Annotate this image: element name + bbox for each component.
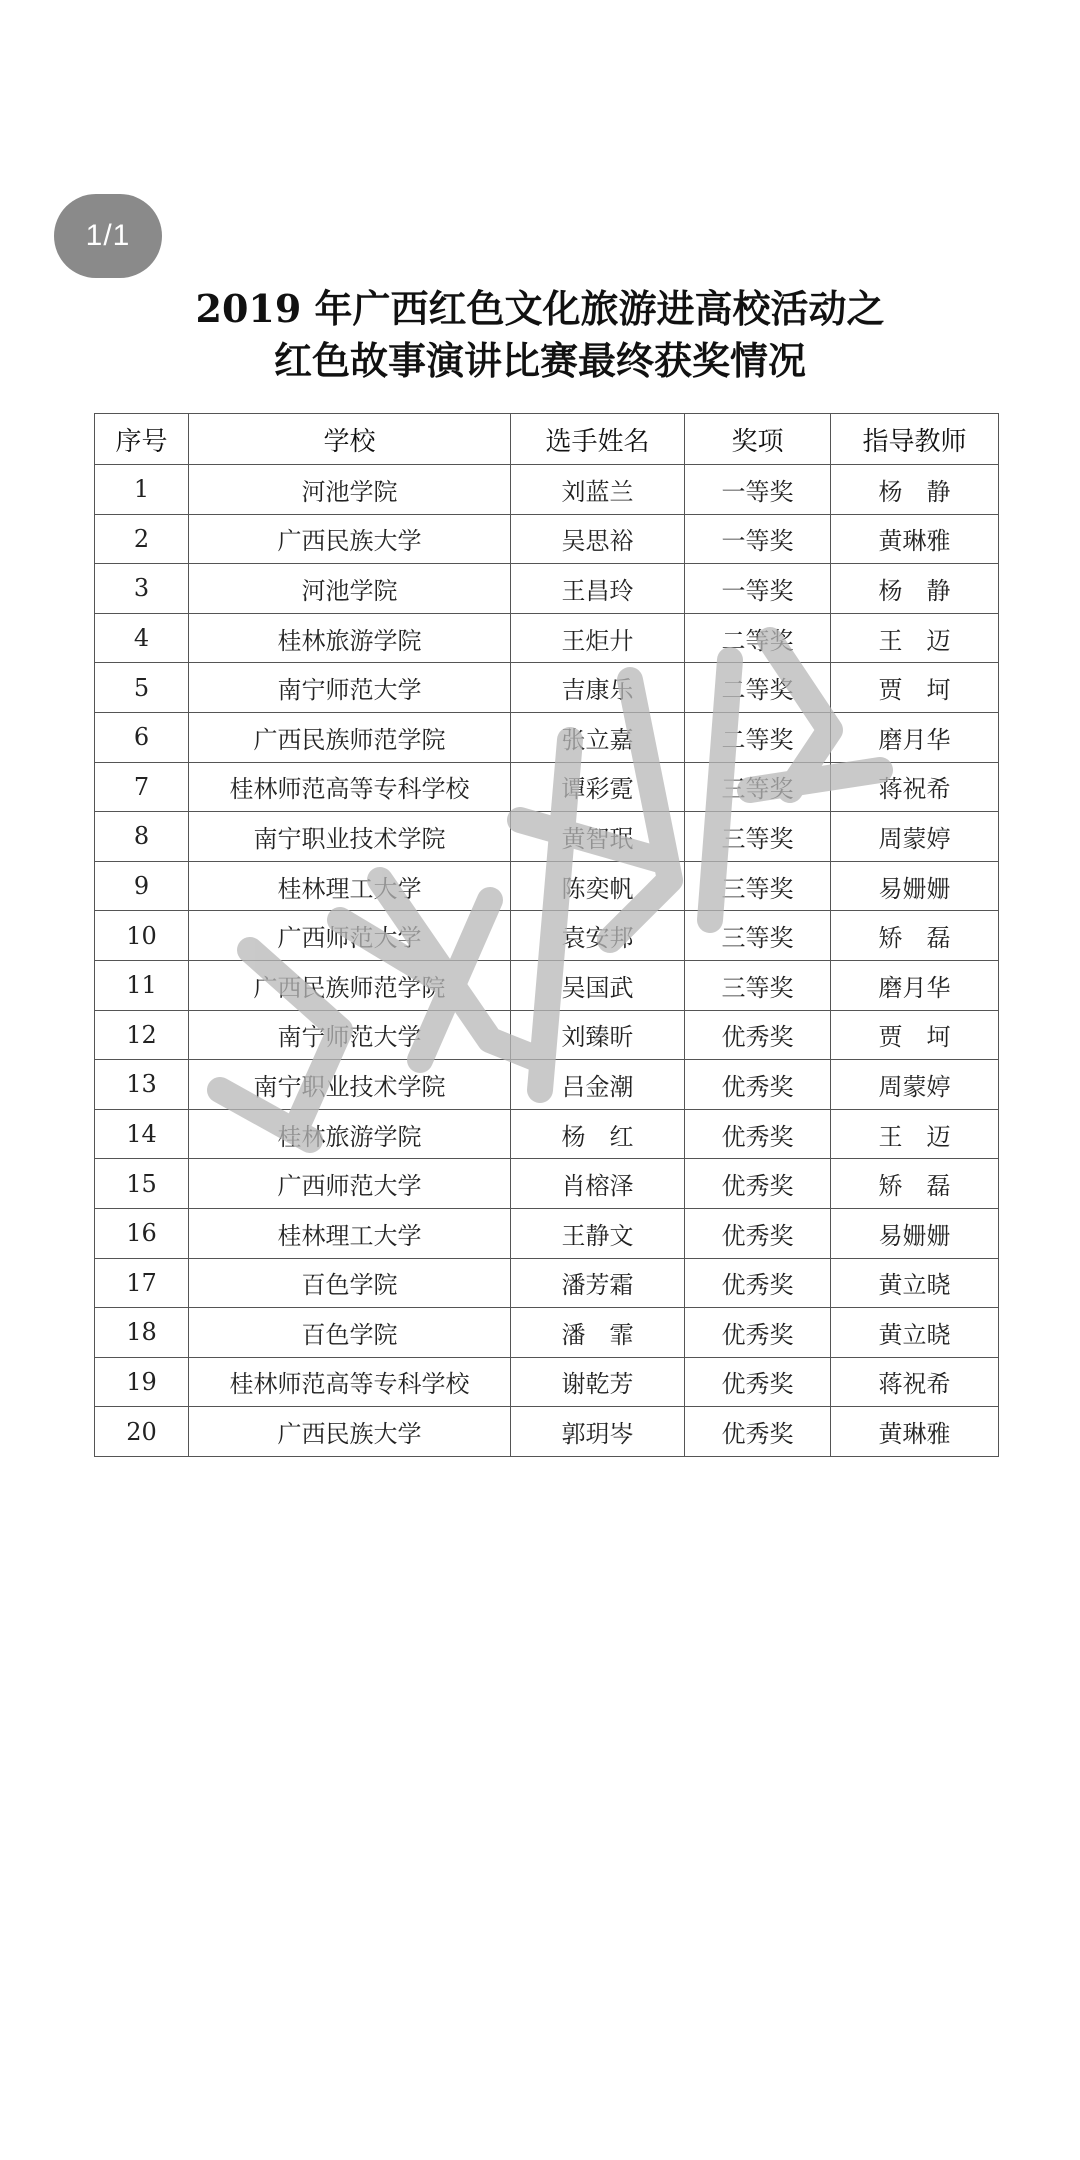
cell-index: 20 [95,1407,189,1457]
cell-contestant: 谭彩霓 [511,762,685,812]
table-row [95,1258,999,1308]
cell-teacher: 易姗姗 [831,861,999,911]
awards-table [94,413,999,1457]
table-row [95,613,999,663]
table-header-row [95,414,999,465]
table-row [95,1060,999,1110]
title-line-2: 红色故事演讲比赛最终获奖情况 [273,338,806,383]
cell-teacher: 磨月华 [831,712,999,762]
cell-award: 二等奖 [685,712,831,762]
title-line-1: 2019 年广西红色文化旅游进高校活动之 [195,286,885,331]
cell-teacher: 杨 静 [831,465,999,515]
cell-school: 广西师范大学 [189,1159,511,1209]
cell-teacher: 王 迈 [831,613,999,663]
table-row [95,960,999,1010]
cell-contestant: 王静文 [511,1208,685,1258]
cell-index: 2 [95,514,189,564]
cell-contestant: 潘芳霜 [511,1258,685,1308]
cell-index: 14 [95,1109,189,1159]
cell-index: 4 [95,613,189,663]
cell-award: 优秀奖 [685,1060,831,1110]
cell-contestant: 陈奕帆 [511,861,685,911]
table-row [95,663,999,713]
cell-award: 三等奖 [685,960,831,1010]
table-row [95,465,999,515]
cell-school: 南宁师范大学 [189,1010,511,1060]
cell-contestant: 吕金潮 [511,1060,685,1110]
cell-index: 7 [95,762,189,812]
cell-index: 13 [95,1060,189,1110]
cell-school: 南宁师范大学 [189,663,511,713]
cell-teacher: 黄琳雅 [831,514,999,564]
cell-contestant: 王昌玲 [511,564,685,614]
cell-teacher: 王 迈 [831,1109,999,1159]
cell-school: 南宁职业技术学院 [189,1060,511,1110]
cell-index: 12 [95,1010,189,1060]
cell-index: 9 [95,861,189,911]
table-row [95,812,999,862]
cell-school: 广西民族大学 [189,1407,511,1457]
table-row [95,861,999,911]
cell-index: 5 [95,663,189,713]
cell-teacher: 矫 磊 [831,1159,999,1209]
cell-index: 8 [95,812,189,862]
cell-teacher: 黄立晓 [831,1258,999,1308]
document-title [0,283,1080,387]
cell-teacher: 贾 坷 [831,1010,999,1060]
cell-award: 优秀奖 [685,1308,831,1358]
cell-teacher: 黄琳雅 [831,1407,999,1457]
header-award: 奖项 [685,414,831,465]
cell-school: 桂林理工大学 [189,1208,511,1258]
cell-index: 10 [95,911,189,961]
cell-award: 优秀奖 [685,1357,831,1407]
cell-teacher: 矫 磊 [831,911,999,961]
table-row [95,762,999,812]
cell-school: 桂林旅游学院 [189,613,511,663]
cell-school: 广西民族师范学院 [189,712,511,762]
cell-teacher: 周蒙婷 [831,1060,999,1110]
cell-contestant: 肖榕泽 [511,1159,685,1209]
cell-school: 广西民族大学 [189,514,511,564]
cell-index: 11 [95,960,189,1010]
cell-award: 一等奖 [685,465,831,515]
cell-award: 三等奖 [685,812,831,862]
table-row [95,1357,999,1407]
cell-school: 桂林旅游学院 [189,1109,511,1159]
header-contestant: 选手姓名 [511,414,685,465]
cell-school: 广西民族师范学院 [189,960,511,1010]
cell-teacher: 杨 静 [831,564,999,614]
cell-award: 优秀奖 [685,1208,831,1258]
cell-index: 1 [95,465,189,515]
cell-teacher: 周蒙婷 [831,812,999,862]
cell-teacher: 易姗姗 [831,1208,999,1258]
cell-contestant: 谢乾芳 [511,1357,685,1407]
cell-contestant: 杨 红 [511,1109,685,1159]
header-index: 序号 [95,414,189,465]
cell-school: 河池学院 [189,465,511,515]
table-row [95,1208,999,1258]
cell-teacher: 蒋祝希 [831,1357,999,1407]
cell-contestant: 郭玥岑 [511,1407,685,1457]
table-row [95,1308,999,1358]
cell-teacher: 蒋祝希 [831,762,999,812]
cell-school: 百色学院 [189,1308,511,1358]
cell-index: 3 [95,564,189,614]
cell-contestant: 黄智珉 [511,812,685,862]
cell-teacher: 黄立晓 [831,1308,999,1358]
cell-contestant: 刘臻昕 [511,1010,685,1060]
cell-award: 一等奖 [685,564,831,614]
table-row [95,1407,999,1457]
cell-award: 优秀奖 [685,1159,831,1209]
cell-contestant: 袁安邦 [511,911,685,961]
table-row [95,1109,999,1159]
cell-award: 优秀奖 [685,1010,831,1060]
cell-school: 南宁职业技术学院 [189,812,511,862]
page-indicator: 1/1 [54,194,162,278]
cell-award: 一等奖 [685,514,831,564]
cell-school: 桂林师范高等专科学校 [189,762,511,812]
cell-index: 6 [95,712,189,762]
cell-teacher: 贾 坷 [831,663,999,713]
cell-school: 百色学院 [189,1258,511,1308]
cell-school: 桂林理工大学 [189,861,511,911]
cell-teacher: 磨月华 [831,960,999,1010]
cell-index: 18 [95,1308,189,1358]
cell-award: 优秀奖 [685,1407,831,1457]
cell-contestant: 吴国武 [511,960,685,1010]
cell-index: 16 [95,1208,189,1258]
table-row [95,1159,999,1209]
cell-school: 河池学院 [189,564,511,614]
cell-award: 优秀奖 [685,1258,831,1308]
table-row [95,514,999,564]
cell-contestant: 张立嘉 [511,712,685,762]
table-row [95,1010,999,1060]
cell-award: 二等奖 [685,613,831,663]
header-teacher: 指导教师 [831,414,999,465]
cell-award: 二等奖 [685,663,831,713]
cell-contestant: 潘 霏 [511,1308,685,1358]
table-row [95,564,999,614]
cell-school: 广西师范大学 [189,911,511,961]
cell-contestant: 吉康乐 [511,663,685,713]
cell-index: 15 [95,1159,189,1209]
cell-award: 三等奖 [685,861,831,911]
table-row [95,911,999,961]
header-school: 学校 [189,414,511,465]
cell-contestant: 吴思裕 [511,514,685,564]
cell-index: 17 [95,1258,189,1308]
cell-index: 19 [95,1357,189,1407]
cell-school: 桂林师范高等专科学校 [189,1357,511,1407]
cell-award: 优秀奖 [685,1109,831,1159]
table-row [95,712,999,762]
cell-contestant: 王炬廾 [511,613,685,663]
cell-award: 三等奖 [685,911,831,961]
table-body [95,465,999,1457]
cell-contestant: 刘蓝兰 [511,465,685,515]
cell-award: 三等奖 [685,762,831,812]
